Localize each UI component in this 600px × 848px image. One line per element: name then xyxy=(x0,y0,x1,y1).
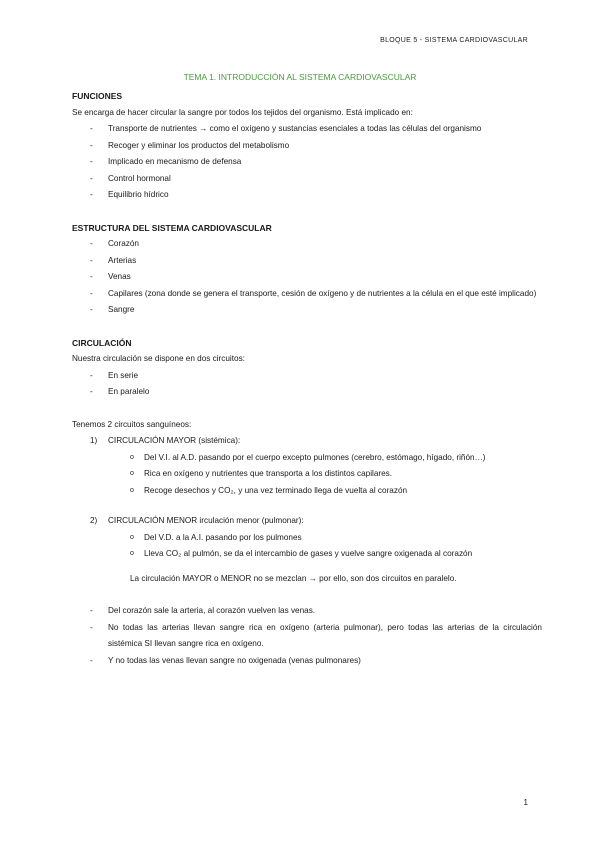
list-item: o Lleva CO₂ al pulmón, se da el intercambio de gases y vuelve sangre oxigenada al corazón xyxy=(108,546,542,563)
list-item: o Del V.D. a la A.I. pasando por los pulmones xyxy=(108,530,542,547)
circulacion-heading: CIRCULACIÓN xyxy=(72,337,132,348)
page-number: 1 xyxy=(523,798,528,807)
list-item: o Rica en oxígeno y nutrientes que transporta a los distintos capilares. xyxy=(108,466,542,483)
list-item: o Recoge desechos y CO₂, y una vez terminado llega de vuelta al corazón xyxy=(108,483,542,500)
circuitos-list xyxy=(72,433,542,563)
list-item: - Del corazón sale la arteria, al corazón vuelven las venas. xyxy=(72,603,542,620)
document-body xyxy=(72,88,542,669)
circulacion-note: La circulación MAYOR o MENOR no se mezclan → por ello, son dos circuitos en paralelo. xyxy=(130,573,457,583)
funciones-heading: FUNCIONES xyxy=(72,91,123,101)
list-item: - En paralelo xyxy=(72,384,542,401)
list-item: - Venas xyxy=(72,269,542,286)
list-item: - Sangre xyxy=(72,302,542,319)
circulacion-menor-sublist xyxy=(108,530,542,563)
page-header: BLOQUE 5 - SISTEMA CARDIOVASCULAR xyxy=(380,37,528,44)
list-item: - Y no todas las venas llevan sangre no oxigenada (venas pulmonares) xyxy=(72,653,542,670)
circulacion-mayor-sublist xyxy=(108,450,542,500)
circulacion-intro: Nuestra circulación se dispone en dos circuitos: xyxy=(72,354,245,363)
circulacion-mayor-label: CIRCULACIÓN MAYOR (sistémica): xyxy=(108,436,241,445)
circuitos-intro: Tenemos 2 circuitos sanguíneos: xyxy=(72,419,192,429)
funciones-list xyxy=(72,121,542,204)
funciones-intro: Se encarga de hacer circular la sangre por todos los tejidos del organismo. Está implicado en: xyxy=(72,107,413,117)
list-item: - Transporte de nutrientes → como el oxígeno y sustancias esenciales a todas las células del organismo xyxy=(72,121,542,138)
circulacion-menor-label: CIRCULACIÓN MENOR irculación menor (pulmonar): xyxy=(108,516,304,525)
document-title: TEMA 1. INTRODUCCIÓN AL SISTEMA CARDIOVASCULAR xyxy=(183,72,417,82)
list-item: - En serie xyxy=(72,368,542,385)
circulacion-final-list xyxy=(72,603,542,669)
circulacion-list xyxy=(72,368,542,401)
estructura-list xyxy=(72,236,542,319)
list-item: - Arterias xyxy=(72,253,542,270)
list-item: - Equilibrio hídrico xyxy=(72,187,542,204)
list-item: - No todas las arterias llevan sangre rica en oxígeno (arteria pulmonar), pero todas las arterias de la circulación sistémica SI llevan sangre rica en oxígeno. xyxy=(72,620,542,653)
list-number: 2) xyxy=(90,516,98,525)
list-item: o Del V.I. al A.D. pasando por el cuerpo excepto pulmones (cerebro, estómago, hígado, riñón…) xyxy=(108,450,542,467)
list-item: - Control hormonal xyxy=(72,171,542,188)
list-number: 1) xyxy=(90,436,98,445)
list-item: - Implicado en mecanismo de defensa xyxy=(72,154,542,171)
circulacion-menor xyxy=(72,513,542,563)
list-item: - Capilares (zona donde se genera el transporte, cesión de oxígeno y de nutrientes a la célula en el que esté implicado) xyxy=(72,286,542,303)
list-item: - Corazón xyxy=(72,236,542,253)
list-item: - Recoger y eliminar los productos del metabolismo xyxy=(72,138,542,155)
circulacion-mayor xyxy=(72,433,542,499)
estructura-heading: ESTRUCTURA DEL SISTEMA CARDIOVASCULAR xyxy=(72,222,272,233)
